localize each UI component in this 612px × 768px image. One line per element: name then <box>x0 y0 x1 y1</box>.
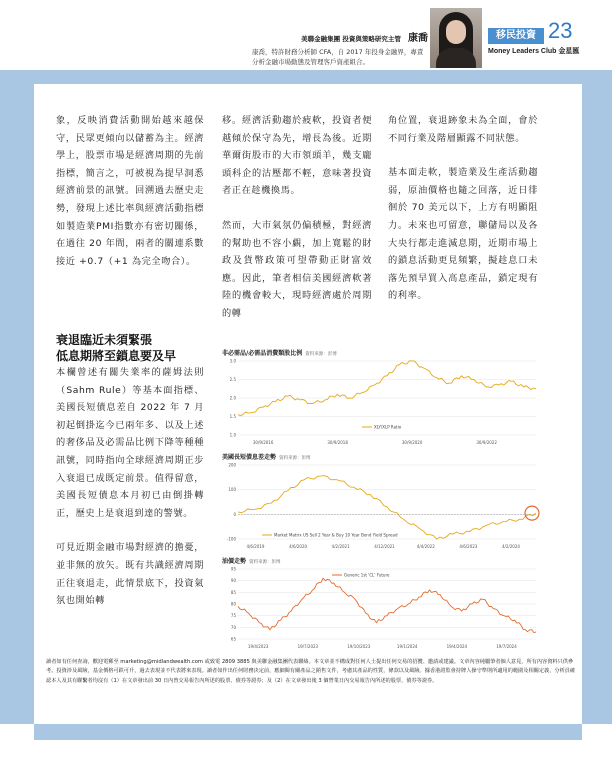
series-line <box>238 578 536 632</box>
article-column-1 <box>56 112 204 287</box>
author-name: 康喬 <box>408 33 428 44</box>
x-tick-label: 4/12/2021 <box>374 544 395 549</box>
spread-chart <box>222 452 540 552</box>
paragraph: 可見近期金融市場對經濟的擔憂，並非無的放矢。既有共識經濟周期正往衰退走，此情景底下，投資氣氛也開始轉 <box>56 542 204 607</box>
x-tick-label: 4/6/2019 <box>246 544 265 549</box>
y-tick-label: 2.0 <box>229 395 236 401</box>
chart-title: 美國長短債息差走勢 資料來源：彭博 <box>222 454 311 461</box>
x-tick-label: 30/9/2022 <box>476 440 497 445</box>
paragraph: 本欄曾述有關失業率的薩姆法則（Sahm Rule）等基本面指標、美國長短債息差自 2022 年 7 月初起倒掛迄今已兩年多、以及上述的奢侈品及必需品比例下降等種種訊號，同時指向全球經濟周期正步入衰退已成既定前景。值得留意，美國長短債息本月初已由倒掛轉正，歷史上是衰退到達的警號。 <box>56 367 204 519</box>
top-band <box>0 70 612 84</box>
author-block <box>252 26 428 67</box>
subheading-line-2: 低息期將至鎖息要及早 <box>56 349 177 363</box>
y-tick-label: -100 <box>226 536 236 542</box>
ratio-chart <box>222 348 540 448</box>
x-tick-label: 30/9/2020 <box>401 440 423 445</box>
author-bio: 康喬，特許財務分析師 CFA，自 2017 年投身金融界，專責分析金融市場動態及管理客戶資產組合。 <box>252 48 424 66</box>
author-portrait <box>430 8 482 68</box>
series-line <box>238 476 536 539</box>
author-role: 美聯金融集團 投資與策略研究主管 <box>301 35 401 43</box>
x-tick-label: 30/9/2018 <box>327 440 348 445</box>
x-tick-label: 4/2/2021 <box>331 544 350 549</box>
series-line <box>238 361 536 416</box>
paragraph: 然而，大市氣氛仍偏積極，對經濟的幫助也不容小覷，加上寬鬆的財政及貨幣政策可望帶動正財富效應。因此，筆者相信美國經濟軟著陸的機會較大，現時經濟處於周期的轉 <box>222 219 372 319</box>
x-tick-label: 19/1/2024 <box>396 644 418 649</box>
x-tick-label: 4/6/2020 <box>289 544 308 549</box>
spread-chart-plot <box>222 461 540 551</box>
y-tick-label: 70 <box>230 624 236 630</box>
subheading <box>56 332 206 364</box>
x-tick-label: 19/7/2024 <box>496 644 517 649</box>
legend-label: Generic 1st 'CL' Future <box>344 572 390 578</box>
article-column-3 <box>388 112 538 322</box>
club-name: Money Leaders Club 金星匯 <box>488 48 580 55</box>
x-tick-label: 4/6/2023 <box>459 544 478 549</box>
page-number: 23 <box>548 18 573 43</box>
paragraph: 角位置，衰退跡象未為全面，會於不同行業及階層顯露不同狀態。 <box>388 115 538 144</box>
section-tag: 移民投資 <box>488 28 544 44</box>
y-tick-label: 1.5 <box>229 414 236 419</box>
x-tick-label: 4/4/2022 <box>416 544 435 549</box>
paragraph: 移。經濟活動趨於疲軟，投資者便越傾於保守為先，增長為後。近期華爾街股市的大市領頭羊，幾支龐頭科企的沽壓都不輕，意味著投資者正在趁機換馬。 <box>222 115 372 197</box>
x-tick-label: 19/10/2023 <box>347 644 371 649</box>
y-tick-label: 200 <box>228 462 236 468</box>
y-tick-label: 75 <box>230 613 236 619</box>
y-tick-label: 65 <box>230 636 236 642</box>
highlight-circle <box>525 506 539 520</box>
subheading-line-1: 衰退臨近未須緊張 <box>56 333 153 347</box>
chart-source: 資料來源：彭博 <box>249 560 281 565</box>
article-column-1b <box>56 364 204 627</box>
ratio-chart-plot <box>222 357 540 447</box>
side-band-left <box>0 84 34 724</box>
disclaimer: 讀者如有任何查詢，歡迎電郵至 marketing@midlandwealth.com 或致電 2809 3885 與美聯金融集團代表聯絡。本文章並不構成對任何人士提出任何交易的招攬、邀請或建議。文章內容純屬筆者個人意見，所有內容資料只供參考。投資涉及風險，基金價格可跌可升，過去表現並不代表將來表現。讀者如作出任何財務決定前，應細閱有關產品之銷售文件，考慮其產品的性質，條款以及風險。據香港證監會持牌人操守準則所適用的範圍及相關定義，分析員確認本人及其有聯繫者均沒有（1）在文章發出前 30 日內曾交易報告內所述的股票、債券等證券；及（2）在文章發出後 3 個營業日內交易報告內所述的股票、債券等證券。 <box>46 659 576 684</box>
x-tick-label: 30/9/2016 <box>252 440 274 445</box>
bottom-band <box>34 724 582 740</box>
legend-label: Market Matrix US Sell 2 Year & Buy 10 Year Bond Yield Spread <box>274 532 398 538</box>
y-tick-label: 0 <box>233 511 236 517</box>
y-tick-label: 3.0 <box>229 358 236 364</box>
y-tick-label: 1.0 <box>229 432 236 438</box>
oil-chart <box>222 556 540 652</box>
y-tick-label: 100 <box>228 487 236 493</box>
paragraph: 基本面走軟，製造業及生產活動趨弱，原油價格也隨之回落，近日徘徊於 70 美元以下，上方有明顯阻力。未來也可留意，聯儲局以及各大央行都走進減息期，近期市場上的鎖息活動更見頻繁，擬趁息口未落先預早買入高息產品，鎖定現有的利率。 <box>388 167 538 302</box>
x-tick-label: 19/4/2024 <box>446 644 468 649</box>
side-band-right <box>582 84 612 724</box>
chart-title: 油價走勢 資料來源：彭博 <box>222 558 281 565</box>
y-tick-label: 85 <box>230 589 236 595</box>
y-tick-label: 80 <box>230 601 236 607</box>
x-tick-label: 4/2/2024 <box>501 544 520 549</box>
x-tick-label: 19/4/2023 <box>247 644 269 649</box>
chart-source: 資料來源：彭博 <box>279 456 311 461</box>
x-tick-label: 19/7/2023 <box>297 644 319 649</box>
paragraph: 象，反映消費活動開始越來越保守，民眾更傾向以儲蓄為主。經濟學上，股票市場是經濟周期的先前指標，簡言之，可被視為提早洞悉經濟前景的訊號。回溯過去歷史走勢，發現上述比率與經濟活動指標如製造業PMI指數亦有密切關係，在過往 20 年間，兩者的關連系數接近 +0.7（+1 為完全吻合）。 <box>56 115 204 267</box>
chart-source: 資料來源：彭博 <box>305 352 337 357</box>
legend-label: XLY/XLP Ratio <box>374 424 402 430</box>
article-column-2 <box>222 112 372 340</box>
y-tick-label: 2.5 <box>229 377 236 382</box>
y-tick-label: 95 <box>230 566 236 572</box>
oil-chart-plot <box>222 565 540 651</box>
y-tick-label: 90 <box>230 578 236 584</box>
chart-title: 非必需品/必需品消費類股比例 資料來源：彭博 <box>222 350 337 357</box>
